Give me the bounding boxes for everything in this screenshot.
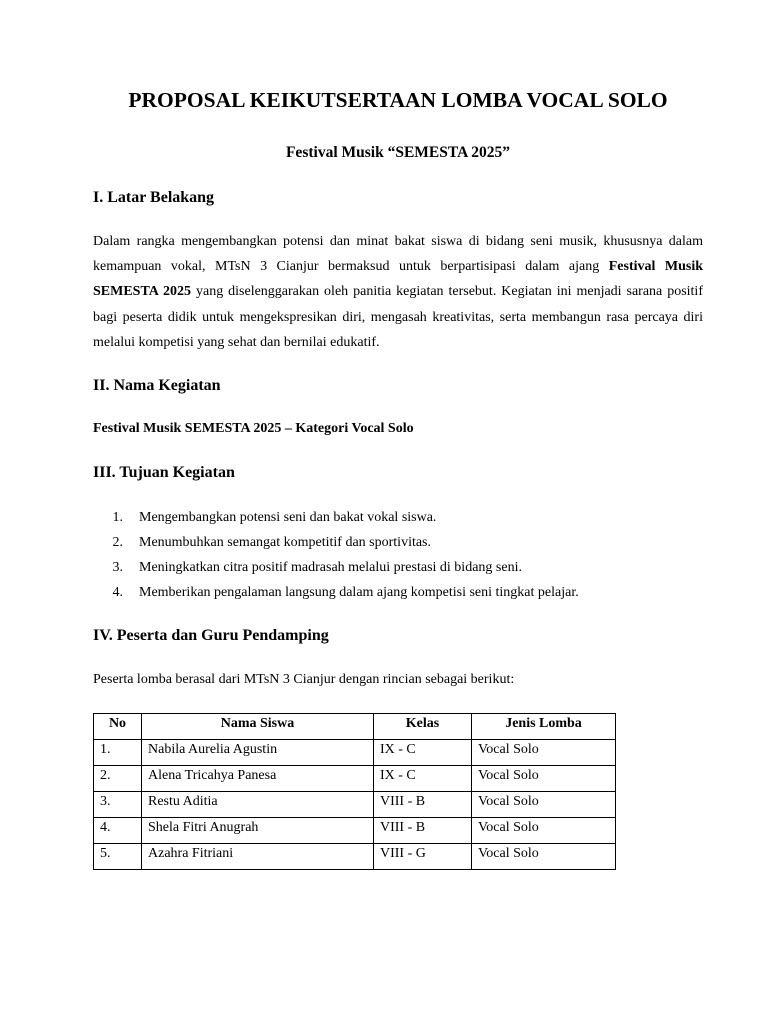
cell-no: 3. [94, 792, 142, 818]
event-name: Festival Musik SEMESTA 2025 – Kategori Vocal Solo [93, 421, 414, 436]
paragraph-text-end: yang diselenggarakan oleh panitia kegiatan tersebut. Kegiatan ini menjadi sarana positif bagi peserta didik untuk mengekspresikan diri, mengasah kreativitas, serta membangun rasa percaya diri melalui kompetisi yang sehat dan bernilai edukatif. [93, 284, 703, 350]
column-header-jenis-lomba: Jenis Lomba [472, 714, 616, 740]
table-header-row [94, 714, 616, 740]
cell-jenis-lomba: Vocal Solo [472, 792, 616, 818]
list-item-number: 3. [112, 560, 123, 575]
cell-no: 5. [94, 844, 142, 870]
cell-nama-siswa: Shela Fitri Anugrah [142, 818, 374, 844]
goals-list [93, 505, 579, 605]
cell-jenis-lomba: Vocal Solo [472, 740, 616, 766]
list-item-text: Meningkatkan citra positif madrasah melalui prestasi di bidang seni. [139, 560, 522, 575]
cell-jenis-lomba: Vocal Solo [472, 766, 616, 792]
participants-table [93, 713, 616, 870]
cell-no: 1. [94, 740, 142, 766]
list-item-text: Mengembangkan potensi seni dan bakat vokal siswa. [139, 510, 437, 525]
list-item-text: Memberikan pengalaman langsung dalam ajang kompetisi seni tingkat pelajar. [139, 585, 579, 600]
section-heading-nama-kegiatan: II. Nama Kegiatan [93, 377, 221, 394]
document-subtitle: Festival Musik “SEMESTA 2025” [285, 144, 511, 161]
participants-intro: Peserta lomba berasal dari MTsN 3 Cianjur dengan rincian sebagai berikut: [93, 672, 515, 687]
list-item-number: 2. [112, 535, 123, 550]
cell-no: 2. [94, 766, 142, 792]
list-item-number: 4. [112, 585, 123, 600]
list-item [93, 530, 579, 555]
section-heading-peserta: IV. Peserta dan Guru Pendamping [93, 627, 329, 644]
cell-kelas: VIII - B [374, 818, 472, 844]
column-header-no: No [94, 714, 142, 740]
table-row [94, 792, 616, 818]
table-row [94, 740, 616, 766]
list-item-text: Menumbuhkan semangat kompetitif dan sportivitas. [139, 535, 432, 550]
table-row [94, 818, 616, 844]
cell-kelas: VIII - B [374, 792, 472, 818]
table-row [94, 844, 616, 870]
list-item [93, 555, 579, 580]
paragraph-event-highlight: Festival Musik SEMESTA 2025 [93, 259, 703, 300]
paragraph-text-start: Dalam rangka mengembangkan potensi dan minat bakat siswa di bidang seni musik, khususnya dalam kemampuan vokal, MTsN 3 Cianjur bermaksud untuk berpartisipasi dalam ajang [93, 234, 703, 275]
list-item [93, 505, 579, 530]
cell-nama-siswa: Alena Tricahya Panesa [142, 766, 374, 792]
cell-kelas: IX - C [374, 740, 472, 766]
column-header-kelas: Kelas [374, 714, 472, 740]
cell-nama-siswa: Restu Aditia [142, 792, 374, 818]
cell-kelas: VIII - G [374, 844, 472, 870]
cell-jenis-lomba: Vocal Solo [472, 818, 616, 844]
section-heading-latar-belakang: I. Latar Belakang [93, 189, 215, 206]
cell-nama-siswa: Nabila Aurelia Agustin [142, 740, 374, 766]
column-header-nama-siswa: Nama Siswa [142, 714, 374, 740]
cell-nama-siswa: Azahra Fitriani [142, 844, 374, 870]
table-row [94, 766, 616, 792]
cell-no: 4. [94, 818, 142, 844]
document-title: PROPOSAL KEIKUTSERTAAN LOMBA VOCAL SOLO [128, 88, 668, 112]
section-heading-tujuan-kegiatan: III. Tujuan Kegiatan [93, 464, 235, 481]
cell-kelas: IX - C [374, 766, 472, 792]
list-item [93, 580, 579, 605]
list-item-number: 1. [112, 510, 123, 525]
latar-belakang-paragraph [93, 229, 703, 355]
cell-jenis-lomba: Vocal Solo [472, 844, 616, 870]
